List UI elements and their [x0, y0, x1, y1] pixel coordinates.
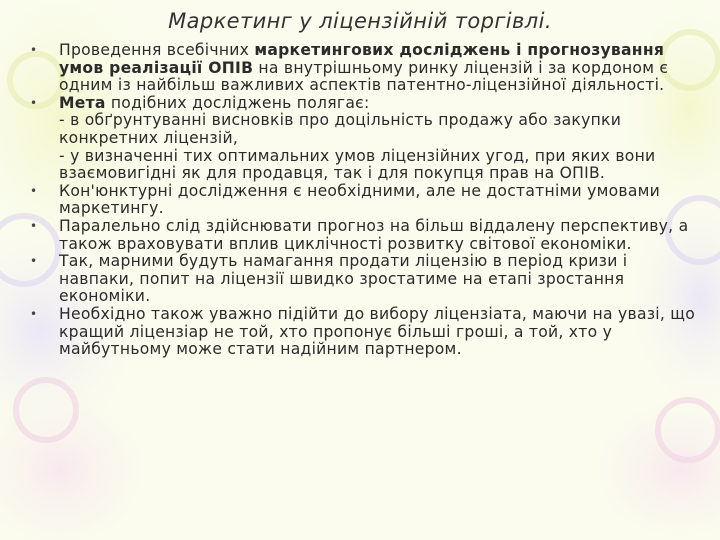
- bullet-icon: •: [30, 95, 38, 110]
- bullet-icon: •: [30, 218, 38, 233]
- item3-text: Кон'юнктурні дослідження є необхідними, але не достатніми умовами маркетингу.: [59, 181, 661, 218]
- bullet-icon: •: [30, 183, 38, 198]
- list-item: [30, 218, 700, 253]
- list-item: [30, 306, 700, 359]
- list-item: [30, 42, 700, 95]
- slide-title: Маркетинг у ліцензійній торгівлі.: [168, 9, 552, 33]
- item2-subpoint-2: - у визначенні тих оптимальних умов ліцензійних угод, при яких вони взаємовигідні як для продавця, так і для покупця прав на ОПІВ.: [59, 146, 656, 183]
- bullet-icon: •: [30, 306, 38, 321]
- list-item: [30, 253, 700, 306]
- bullet-icon: •: [30, 43, 38, 57]
- item2-bold-text: Мета: [59, 93, 106, 112]
- item2-text: подібних досліджень полягає:: [105, 93, 370, 112]
- item1-bold-text: маркетингових досліджень і прогнозування умов реалізації ОПІВ: [59, 41, 665, 77]
- item4-text: Паралельно слід здійснювати прогноз на більш віддалену перспективу, а також враховувати вплив циклічності розвитку світової економіки.: [59, 216, 689, 253]
- list-item: [30, 183, 700, 218]
- bullet-icon: •: [30, 254, 38, 269]
- list-item: [30, 95, 700, 183]
- item1-text-end: на внутрішньому ринку ліцензій і за кордоном є одним із найбільш важливих аспектів патентно-ліцензійної діяльності.: [59, 58, 669, 95]
- item2-subpoint-1: - в обґрунтуванні висновків про доцільність продажу або закупки конкретних ліцензій,: [59, 111, 622, 147]
- item6-text: Необхідно також уважно підійти до вибору ліцензіата, маючи на увазі, що кращий ліцензіар не той, хто пропонує більші гроші, а той, хто у майбутньому може стати надійним партнером.: [59, 304, 696, 359]
- bullet-list: [30, 42, 700, 359]
- item5-text: Так, марними будуть намагання продати ліцензію в період кризи і навпаки, попит на ліцензії швидко зростатиме на етапі зростання економіки.: [59, 252, 628, 306]
- item1-text-start: Проведення всебічних: [59, 41, 255, 59]
